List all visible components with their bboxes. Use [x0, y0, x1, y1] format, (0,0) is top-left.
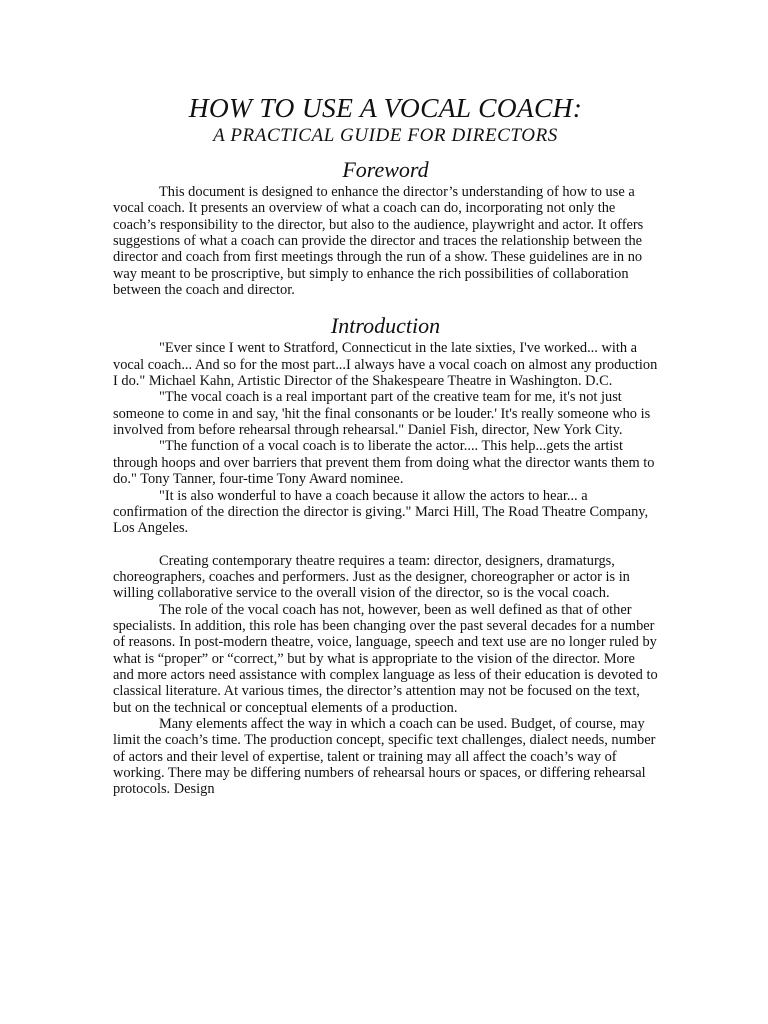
- body-paragraph-elements: Many elements affect the way in which a coach can be used. Budget, of course, may limit the coach’s time. The production concept, specific text challenges, dialect needs, number of actors and their level of expertise, talent or training may all affect the coach’s way of working. There may be differing numbers of rehearsal hours or spaces, or differing rehearsal protocols. Design: [113, 715, 656, 798]
- quote-fish: "The vocal coach is a real important part of the creative team for me, it's not just someone to come in and say, 'hit the final consonants or be louder.' It's really someone who is involved from before rehearsal through rehearsal." Daniel Fish, director, New York City.: [113, 389, 651, 439]
- document-content: [113, 92, 658, 798]
- document-title: HOW TO USE A VOCAL COACH:: [188, 92, 583, 123]
- document-subtitle: A PRACTICAL GUIDE FOR DIRECTORS: [213, 125, 558, 146]
- quote-hill: "It is also wonderful to have a coach because it allow the actors to hear... a confirmation of the direction the director is giving." Marci Hill, The Road Theatre Company, Los Angeles.: [113, 487, 649, 537]
- foreword-section: [113, 156, 658, 298]
- introduction-heading: Introduction: [330, 313, 441, 339]
- foreword-paragraph: This document is designed to enhance the director’s understanding of how to use a vocal coach. It presents an overview of what a coach can do, incorporating not only the coach’s responsibility to the director, but also to the audience, playwright and actor. It offers suggestions of what a coach can provide the director and traces the relationship between the director and coach from first meetings through the run of a show. These guidelines are in no way meant to be proscriptive, but simply to enhance the rich possibilities of collaboration between the coach and director.: [113, 184, 644, 299]
- introduction-section: [113, 312, 658, 797]
- quote-tanner: "The function of a vocal coach is to liberate the actor.... This help...gets the artist through hoops and over barriers that prevent them from doing what the director wants them to do." Tony Tanner, four-time Tony Award nominee.: [113, 438, 655, 488]
- body-paragraph-team: Creating contemporary theatre requires a team: director, designers, dramaturgs, choreographers, coaches and performers. Just as the designer, choreographer or actor is in willing collaborative service to the overall vision of the director, so is the vocal coach.: [113, 552, 630, 602]
- quote-kahn: "Ever since I went to Stratford, Connecticut in the late sixties, I've worked... with a vocal coach... And so for the most part...I always have a vocal coach on almost any production I do." Michael Kahn, Artistic Director of the Shakespeare Theatre in Washington. D.C.: [113, 340, 658, 390]
- body-paragraph-role: The role of the vocal coach has not, however, been as well defined as that of other specialists. In addition, this role has been changing over the past several decades for a number of reasons. In post-modern theatre, voice, language, speech and text use are no longer ruled by what is “proper” or “correct,” but by what is appropriate to the vision of the director. More and more actors need assistance with complex language as less of their education is devoted to classical literature. At various times, the director’s attention may not be focused on the text, but on the technical or conceptual elements of a production.: [113, 601, 658, 716]
- foreword-heading: Foreword: [342, 157, 429, 182]
